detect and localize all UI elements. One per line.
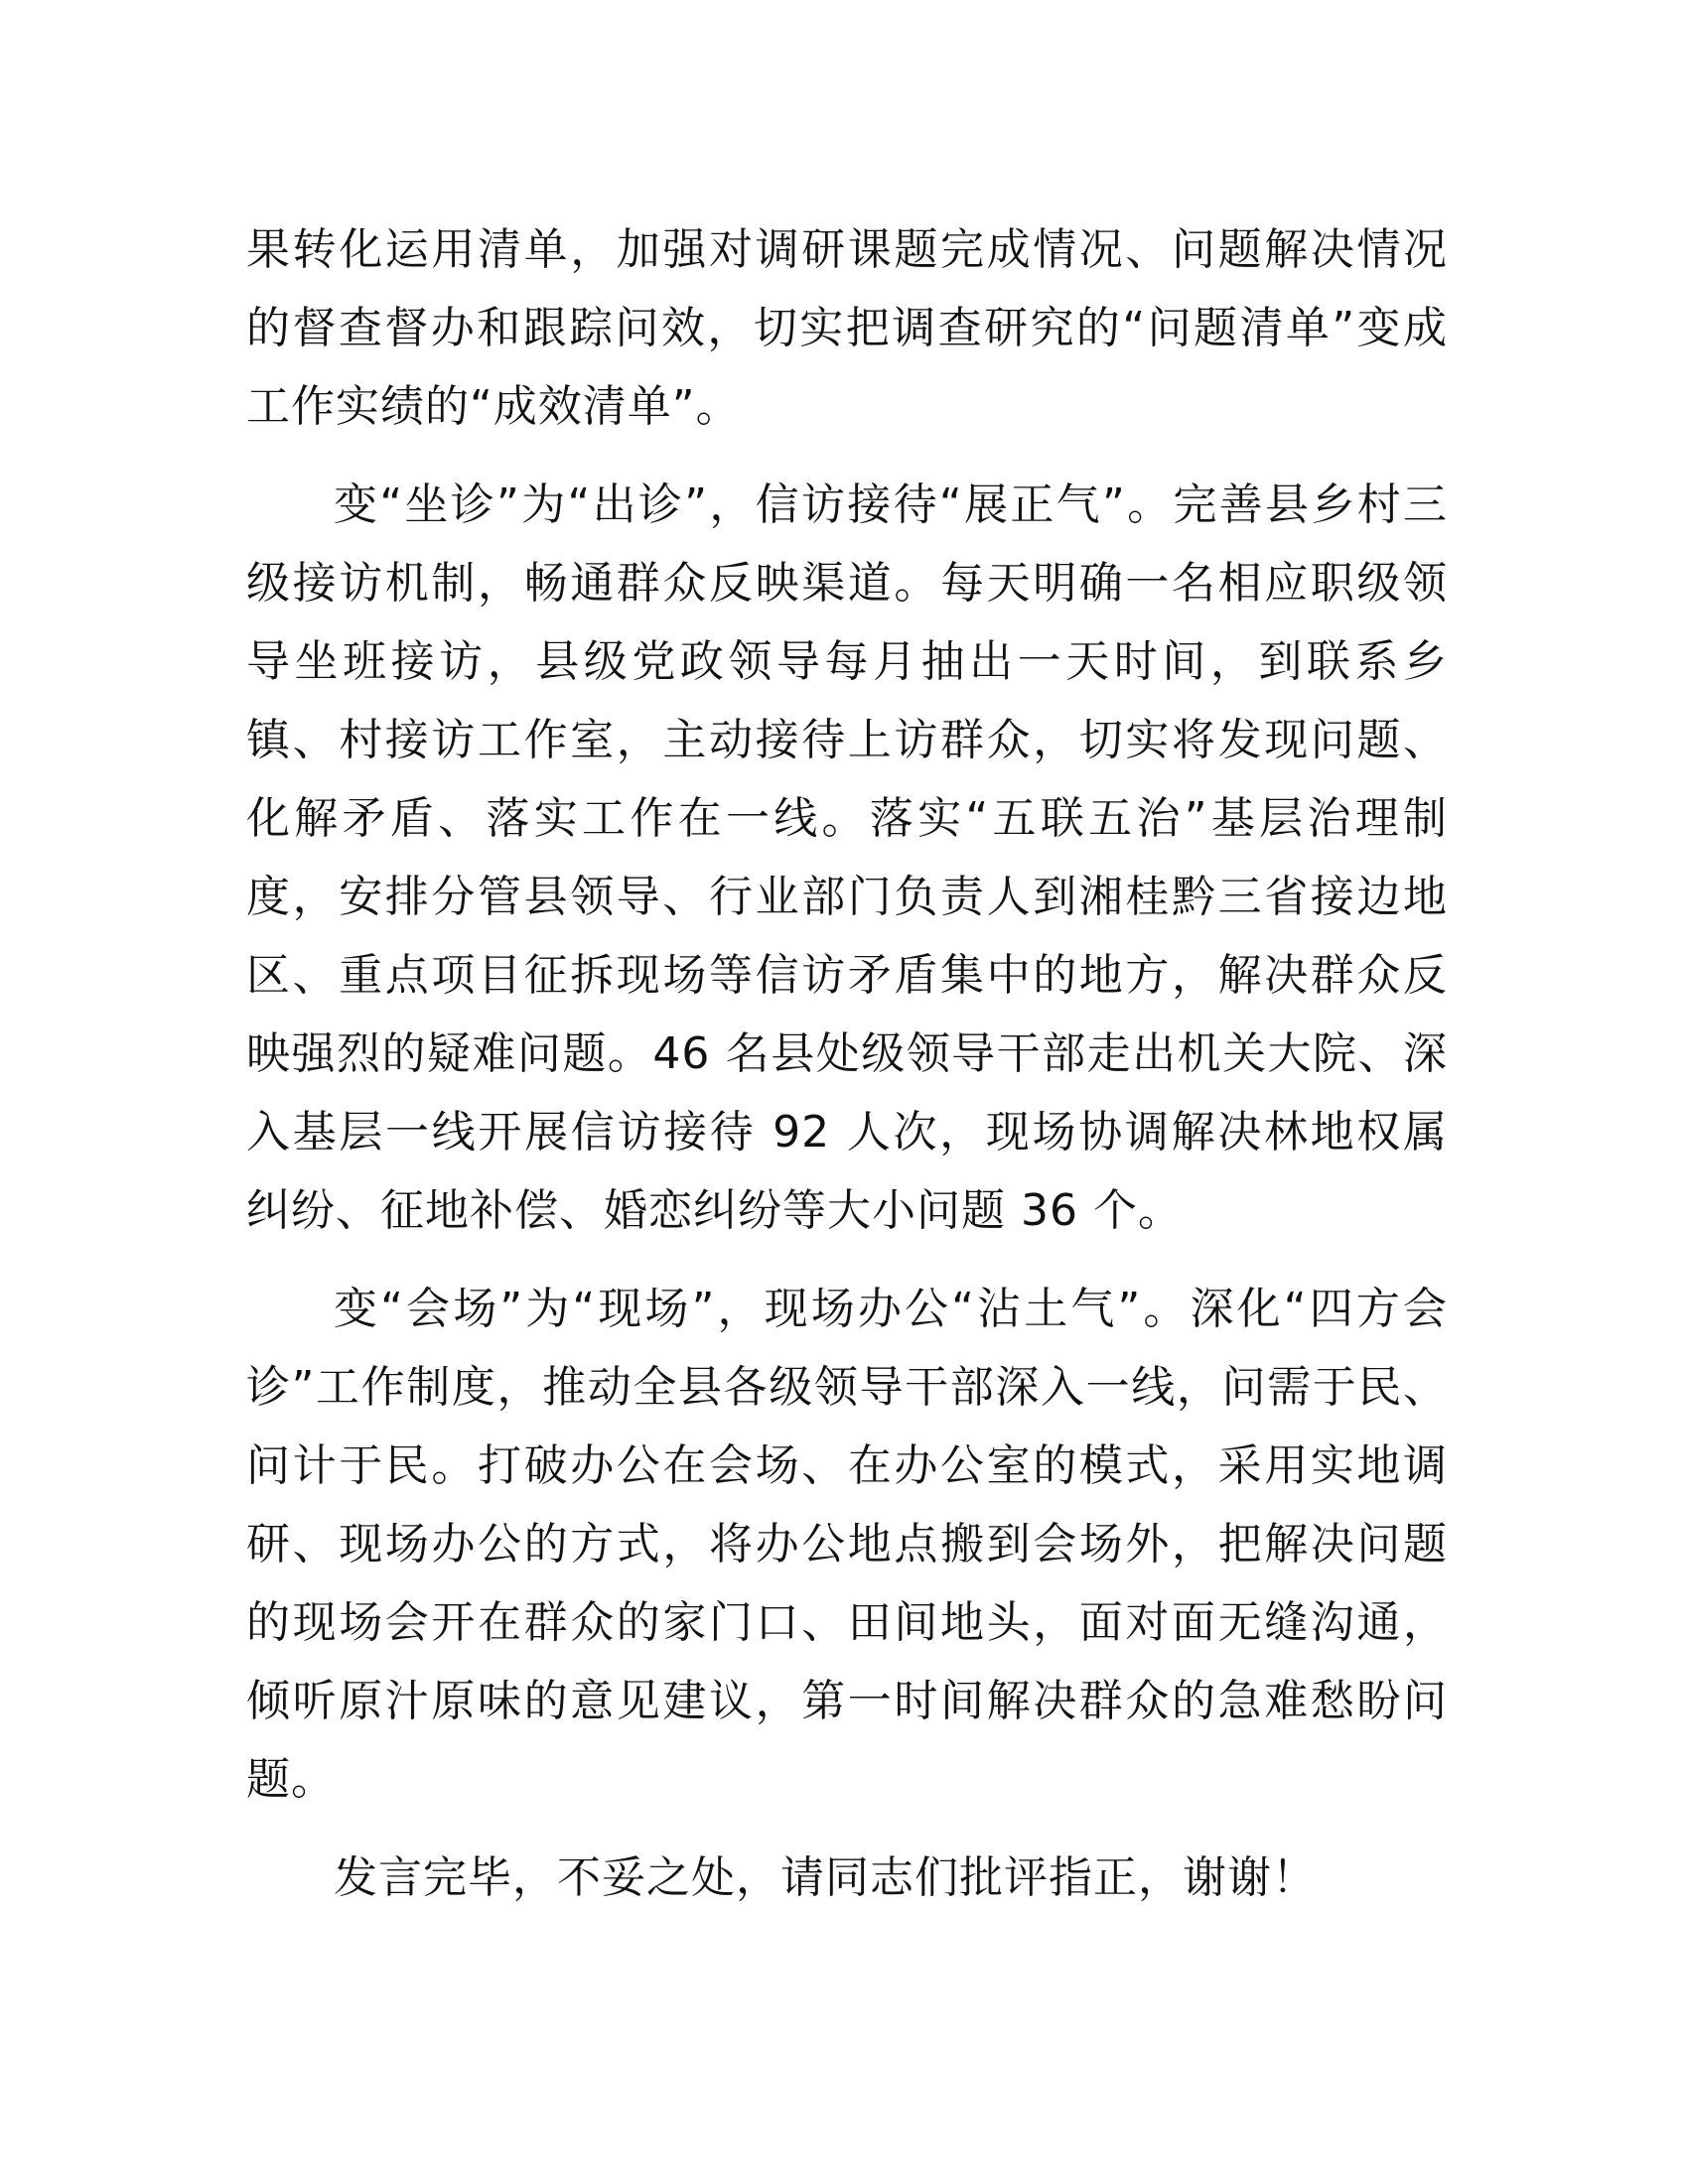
paragraph-closing-remarks: 发言完毕，不妥之处，请同志们批评指正，谢谢！: [334, 1852, 1317, 1903]
paragraph-onsite-office: 变“会场”为“现场”，现场办公“沾土气”。深化“四方会诊”工作制度，推动全县各级领导干部深入一线，问需于民、问计于民。打破办公在会场、在办公室的模式，采用实地调研、现场办公的方式，将办公地点搬到会场外，把解决问题的现场会开在群众的家门口、田间地头，面对面无缝沟通，倾听原汁原味的意见建议，第一时间解决群众的急难愁盼问题。: [246, 1284, 1448, 1805]
document-body: [246, 210, 1448, 1937]
paragraph-continuation: 果转化运用清单，加强对调研课题完成情况、问题解决情况的督查督办和跟踪问效，切实把调查研究的“问题清单”变成工作实绩的“成效清单”。: [246, 224, 1448, 432]
paragraph-petition-reception: 变“坐诊”为“出诊”，信访接待“展正气”。完善县乡村三级接访机制，畅通群众反映渠道。每天明确一名相应职级领导坐班接访，县级党政领导每月抽出一天时间，到联系乡镇、村接访工作室，主动接待上访群众，切实将发现问题、化解矛盾、落实工作在一线。落实“五联五治”基层治理制度，安排分管县领导、行业部门负责人到湘桂黔三省接边地区、重点项目征拆现场等信访矛盾集中的地方，解决群众反映强烈的疑难问题。46 名县处级领导干部走出机关大院、深入基层一线开展信访接待 92 人次，现场协调解决林地权属纠纷、征地补偿、婚恋纠纷等大小问题 36 个。: [246, 479, 1448, 1236]
